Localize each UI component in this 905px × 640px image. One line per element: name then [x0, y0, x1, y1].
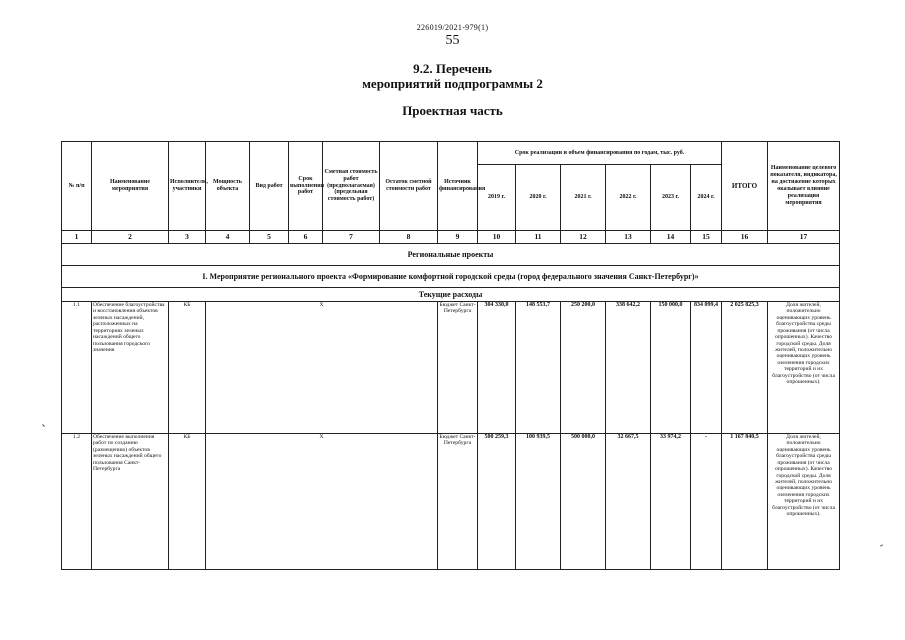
header-source: Источник финансирования — [438, 142, 478, 231]
header-indicator: Наименование целевого показателя, индикатора, на достижение которых оказывает влияние реализация мероприятия — [768, 142, 840, 231]
row-value-2022: 32 667,5 — [606, 434, 651, 570]
column-number: 15 — [691, 231, 722, 244]
section-row — [62, 288, 840, 302]
header-capacity: Мощность объекта — [206, 142, 250, 231]
column-number: 12 — [561, 231, 606, 244]
row-source: Бюджет Санкт-Петербурга — [438, 434, 478, 570]
section-row — [62, 244, 840, 266]
row-num: 1.2 — [62, 434, 92, 570]
row-num: 1.1 — [62, 302, 92, 434]
section-current-expenses: Текущие расходы — [62, 288, 840, 302]
row-value-2020: 148 553,7 — [516, 302, 561, 434]
header-year-2024: 2024 г. — [691, 165, 722, 231]
section-event-title: I. Мероприятие регионального проекта «Формирование комфортной городской среды (город федерального значения Санкт-Петербург)» — [62, 266, 840, 288]
column-number: 14 — [651, 231, 691, 244]
header-year-2021: 2021 г. — [561, 165, 606, 231]
events-table — [61, 141, 840, 570]
column-number: 10 — [478, 231, 516, 244]
table-row — [62, 434, 840, 570]
header-name: Наименование мероприятия — [92, 142, 169, 231]
row-value-2020: 100 939,5 — [516, 434, 561, 570]
header-year-2019: 2019 г. — [478, 165, 516, 231]
row-value-2024: 834 099,4 — [691, 302, 722, 434]
column-number: 16 — [722, 231, 768, 244]
document-number: 226019/2021-979(1) — [416, 23, 489, 32]
row-name: Обеспечение выполнения работ по созданию (размещению) объектов зеленых насаждений общего пользования Санкт-Петербурга — [92, 434, 169, 570]
row-value-2019: 500 259,3 — [478, 434, 516, 570]
row-merged-x: Х — [206, 434, 438, 570]
column-number: 1 — [62, 231, 92, 244]
row-indicator: Доля жителей, положительно оценивающих уровень благоустройства среды проживания (от числа опрошенных). Качество городской среды. Доля жителей, положительно оценивающих уровень озеленения городских территорий и их благоустройство (от числа опрошенных). — [768, 434, 840, 570]
row-value-2023: 33 974,2 — [651, 434, 691, 570]
header-total: ИТОГО — [722, 142, 768, 231]
row-value-2019: 304 330,0 — [478, 302, 516, 434]
header-year-2022: 2022 г. — [606, 165, 651, 231]
row-executor: КБ — [169, 434, 206, 570]
header-estimate: Сметная стоимость работ (предполагаемая) (предельная стоимость работ) — [323, 142, 380, 231]
row-value-2022: 338 642,2 — [606, 302, 651, 434]
column-number: 9 — [438, 231, 478, 244]
scan-mark — [880, 544, 883, 546]
row-value-2021: 250 200,0 — [561, 302, 606, 434]
row-value-2021: 500 000,0 — [561, 434, 606, 570]
row-source: Бюджет Санкт-Петербурга — [438, 302, 478, 434]
row-value-total: 1 167 840,5 — [722, 434, 768, 570]
row-merged-x: Х — [206, 302, 438, 434]
column-number: 7 — [323, 231, 380, 244]
column-number: 8 — [380, 231, 438, 244]
row-value-2024: - — [691, 434, 722, 570]
column-number: 5 — [250, 231, 289, 244]
column-number-row — [62, 231, 840, 244]
header-work-type: Вид работ — [250, 142, 289, 231]
scan-mark — [42, 424, 45, 427]
row-indicator: Доля жителей, положительно оценивающих уровень благоустройства среды проживания (от числа опрошенных). Качество городской среды. Доля жителей, положительно оценивающих уровень озеленения городских территорий и их благоустройство (от числа опрошенных). — [768, 302, 840, 434]
row-value-2023: 150 000,0 — [651, 302, 691, 434]
column-number: 6 — [289, 231, 323, 244]
header-year-2023: 2023 г. — [651, 165, 691, 231]
row-executor: КБ — [169, 302, 206, 434]
section-row — [62, 266, 840, 288]
column-number: 2 — [92, 231, 169, 244]
column-number: 3 — [169, 231, 206, 244]
column-number: 4 — [206, 231, 250, 244]
column-number: 11 — [516, 231, 561, 244]
page-number: 55 — [445, 33, 460, 48]
row-name: Обеспечение благоустройства и восстановления объектов зеленых насаждений, расположенных на территориях зеленых насаждений общего пользования городского значения — [92, 302, 169, 434]
title-line-2: мероприятий подпрограммы 2 — [362, 76, 543, 91]
table-row — [62, 302, 840, 434]
header-remainder: Остаток сметной стоимости работ — [380, 142, 438, 231]
column-number: 17 — [768, 231, 840, 244]
title-line-1: 9.2. Перечень — [413, 61, 492, 76]
section-regional-projects: Региональные проекты — [62, 244, 840, 266]
header-executor: Исполнители, участники — [169, 142, 206, 231]
header-term: Срок выполнения работ — [289, 142, 323, 231]
header-row — [62, 142, 840, 165]
header-year-2020: 2020 г. — [516, 165, 561, 231]
header-num: № п/п — [62, 142, 92, 231]
column-number: 13 — [606, 231, 651, 244]
subtitle: Проектная часть — [402, 103, 503, 118]
header-period-group: Срок реализации и объем финансирования по годам, тыс. руб. — [478, 142, 722, 165]
row-value-total: 2 025 825,3 — [722, 302, 768, 434]
